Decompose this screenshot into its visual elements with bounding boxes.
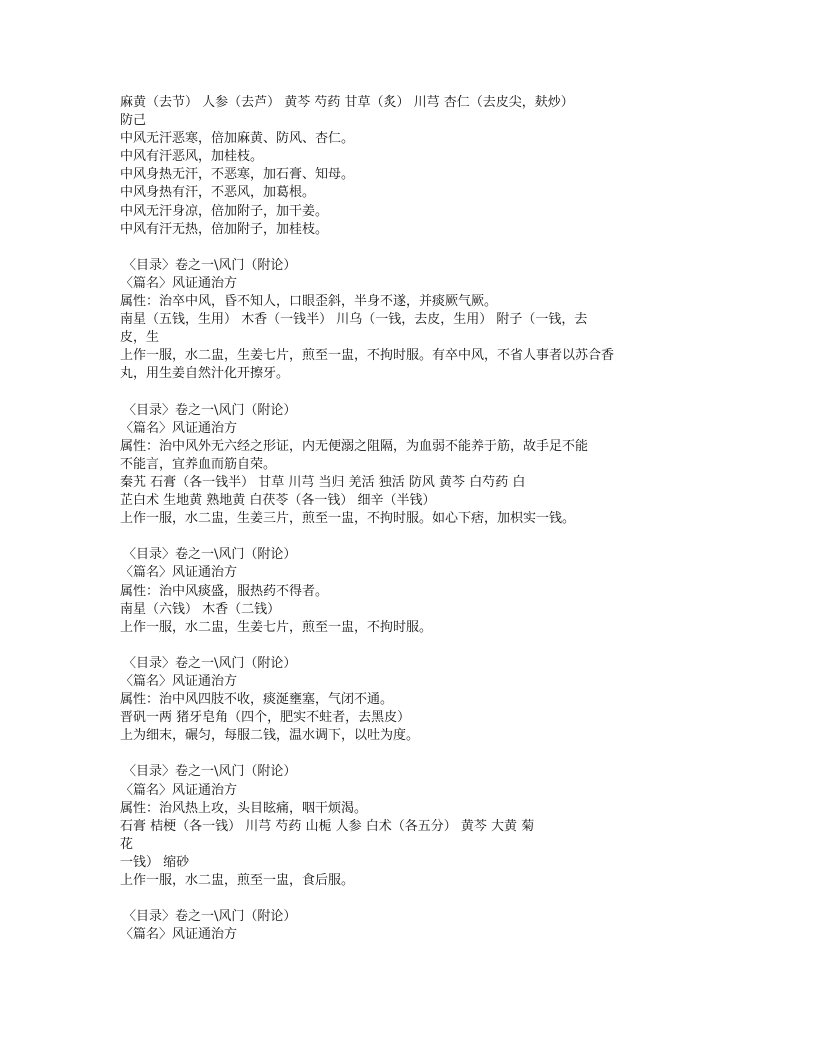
- spacer: [120, 890, 680, 908]
- section-title: 〈篇名〉风证通治方: [120, 674, 238, 689]
- entry-line: 属性：治风热上攻，头目眩痛，咽干烦渴。: [120, 800, 368, 816]
- spacer: [120, 384, 680, 402]
- entry-line: 芷白术 生地黄 熟地黄 白茯苓（各一钱） 细辛（半钱）: [120, 493, 436, 509]
- entry-line: 属性：治中风痰盛，服热药不得者。: [120, 583, 329, 599]
- section-title: 〈篇名〉风证通治方: [120, 927, 238, 943]
- catalog-heading: 〈目录〉卷之一\风门（附论）: [123, 402, 297, 418]
- document-page: [120, 94, 680, 944]
- catalog-heading: 〈目录〉卷之一\风门（附论）: [123, 547, 297, 563]
- note-line: 中风有汗恶风，加桂枝。: [120, 149, 264, 165]
- spacer: [120, 528, 680, 546]
- entry-line: 属性：治中风外无六经之形证，内无便溺之阻隔，为血弱不能养于筋，故手足不能: [120, 438, 589, 454]
- ingredient-line: 防己: [120, 113, 147, 129]
- intro-block: [120, 94, 680, 239]
- entry-line: 上为细末，碾匀，每服二钱，温水调下，以吐为度。: [120, 728, 420, 744]
- entry-line: 丸，用生姜自然汁化开擦牙。: [120, 366, 290, 382]
- entry-line: 石膏 桔梗（各一钱） 川芎 芍药 山栀 人参 白术（各五分） 黄芩 大黄 菊: [120, 818, 535, 834]
- note-line: 中风身热有汗，不恶风，加葛根。: [120, 185, 316, 201]
- section-title: 〈篇名〉风证通治方: [120, 565, 238, 581]
- entry-line: 一钱） 缩砂: [120, 854, 190, 870]
- entry-line: 南星（五钱，生用） 木香（一钱半） 川乌（一钱，去皮，生用） 附子（一钱，去: [120, 312, 588, 328]
- entry-line: 皮，生: [120, 330, 160, 346]
- entry-4: [120, 655, 680, 745]
- entry-line: 秦艽 石膏（各一钱半） 甘草 川芎 当归 羌活 独活 防风 黄芩 白芍药 白: [120, 474, 526, 490]
- spacer: [120, 239, 680, 257]
- entry-2: [120, 402, 680, 529]
- note-line: 中风无汗身凉，倍加附子，加干姜。: [120, 203, 329, 219]
- spacer: [120, 637, 680, 655]
- entry-line: 花: [120, 836, 134, 852]
- section-title: 〈篇名〉风证通治方: [120, 275, 238, 291]
- entry-line: 属性：治中风四肢不收，痰涎壅塞，气闭不通。: [120, 692, 394, 708]
- section-title: 〈篇名〉风证通治方: [120, 782, 238, 798]
- catalog-heading: 〈目录〉卷之一\风门（附论）: [123, 909, 297, 925]
- catalog-heading: 〈目录〉卷之一\风门（附论）: [123, 764, 297, 780]
- entry-line: 上作一服，水二盅，生姜七片，煎至一盅，不拘时服。: [120, 619, 433, 635]
- catalog-heading: 〈目录〉卷之一\风门（附论）: [123, 655, 297, 671]
- entry-line: 上作一服，水二盅，生姜七片，煎至一盅，不拘时服。有卒中风，不省人事者以苏合香: [120, 348, 615, 364]
- catalog-heading: 〈目录〉卷之一\风门（附论）: [123, 257, 297, 273]
- note-line: 中风有汗无热，倍加附子，加桂枝。: [120, 221, 329, 237]
- ingredient-line: 麻黄（去节） 人参（去芦） 黄芩 芍药 甘草（炙） 川芎 杏仁（去皮尖，麸炒）: [120, 95, 574, 110]
- section-title: 〈篇名〉风证通治方: [120, 420, 238, 436]
- entry-6: [120, 908, 680, 944]
- spacer: [120, 745, 680, 763]
- entry-line: 晋矾一两 猪牙皂角（四个，肥实不蛀者，去黑皮）: [120, 710, 411, 726]
- entry-line: 上作一服，水二盅，生姜三片，煎至一盅，不拘时服。如心下痞，加枳实一钱。: [120, 511, 576, 527]
- note-line: 中风无汗恶寒，倍加麻黄、防风、杏仁。: [120, 131, 355, 147]
- entry-line: 不能言，宜养血而筋自荣。: [120, 456, 277, 472]
- note-line: 中风身热无汗，不恶寒，加石膏、知母。: [120, 167, 355, 183]
- entry-5: [120, 763, 680, 890]
- entry-3: [120, 546, 680, 636]
- entry-line: 属性：治卒中风，昏不知人，口眼歪斜，半身不遂，并痰厥气厥。: [120, 294, 498, 310]
- entry-line: 上作一服，水二盅，煎至一盅，食后服。: [120, 873, 355, 889]
- entry-1: [120, 257, 680, 384]
- entry-line: 南星（六钱） 木香（二钱）: [120, 601, 281, 617]
